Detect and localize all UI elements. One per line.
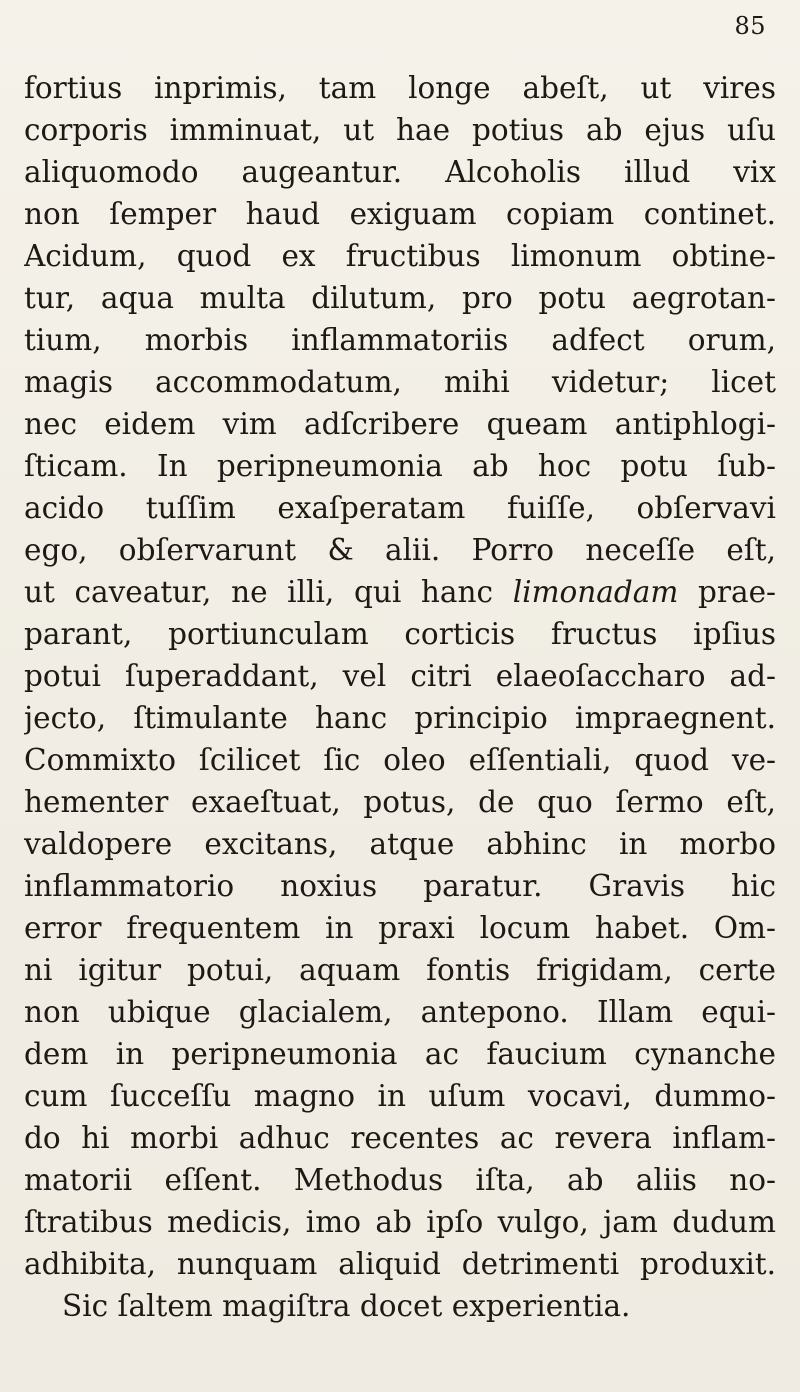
text-line-25: cum ſucceſſu magno in uſum vocavi, dummo-	[24, 1079, 776, 1113]
italic-word-limonadam: limonadam	[512, 575, 679, 609]
text-line-27: matorii eſſent. Methodus iſta, ab aliis no-	[24, 1163, 776, 1197]
page-number: 85	[734, 12, 766, 40]
text-line-20: inflammatorio noxius paratur. Gravis hic	[24, 869, 776, 903]
text-line-16: jecto, ſtimulante hanc principio impraegnent.	[24, 701, 776, 735]
text-line-7: tium, morbis inflammatoriis adfect orum,	[24, 323, 776, 357]
text-line-8: magis accommodatum, mihi videtur; licet	[24, 365, 776, 399]
text-line-14: parant, portiunculam corticis fructus ipſius	[24, 617, 776, 651]
text-line-10: ſticam. In peripneumonia ab hoc potu ſub-	[24, 449, 776, 483]
text-line-26: do hi morbi adhuc recentes ac revera inflam-	[24, 1121, 776, 1155]
text-line-13-start: ut caveatur, ne illi, qui hanc	[24, 575, 513, 609]
text-line-13-end: prae-	[698, 575, 776, 609]
text-line-12: ego, obſervarunt & alii. Porro neceſſe eſt,	[24, 533, 776, 567]
text-line-6: tur, aqua multa dilutum, pro potu aegrotan-	[24, 281, 776, 315]
text-line-2: corporis imminuat, ut hae potius ab ejus uſu	[24, 113, 776, 147]
text-line-23: non ubique glacialem, antepono. Illam equi-	[24, 995, 776, 1029]
text-line-21: error frequentem in praxi locum habet. Om-	[24, 911, 776, 945]
text-line-18: hementer exaeſtuat, potus, de quo ſermo eſt,	[24, 785, 776, 819]
text-line-15: potui ſuperaddant, vel citri elaeoſaccharo ad-	[24, 659, 776, 693]
text-line-3: aliquomodo augeantur. Alcoholis illud vix	[24, 155, 776, 189]
text-line-29: adhibita, nunquam aliquid detrimenti produxit.	[24, 1247, 776, 1281]
text-line-11: acido tuſſim exaſperatam fuiſſe, obſervavi	[24, 491, 776, 525]
text-line-24: dem in peripneumonia ac faucium cynanche	[24, 1037, 776, 1071]
text-line-22: ni igitur potui, aquam fontis frigidam, certe	[24, 953, 776, 987]
text-line-17: Commixto ſcilicet ſic oleo eſſentiali, quod ve-	[24, 743, 776, 777]
text-line-9: nec eidem vim adſcribere queam antiphlogi-	[24, 407, 776, 441]
text-line-1: fortius inprimis, tam longe abeſt, ut vires	[24, 71, 776, 105]
text-line-28: ſtratibus medicis, imo ab ipſo vulgo, jam dudum	[24, 1205, 776, 1239]
text-line-19: valdopere excitans, atque abhinc in morbo	[24, 827, 776, 861]
text-line-4: non ſemper haud exiguam copiam continet.	[24, 197, 776, 231]
text-line-5: Acidum, quod ex fructibus limonum obtine-	[24, 239, 776, 273]
text-line-30: Sic ſaltem magiſtra docet experientia.	[62, 1289, 631, 1323]
